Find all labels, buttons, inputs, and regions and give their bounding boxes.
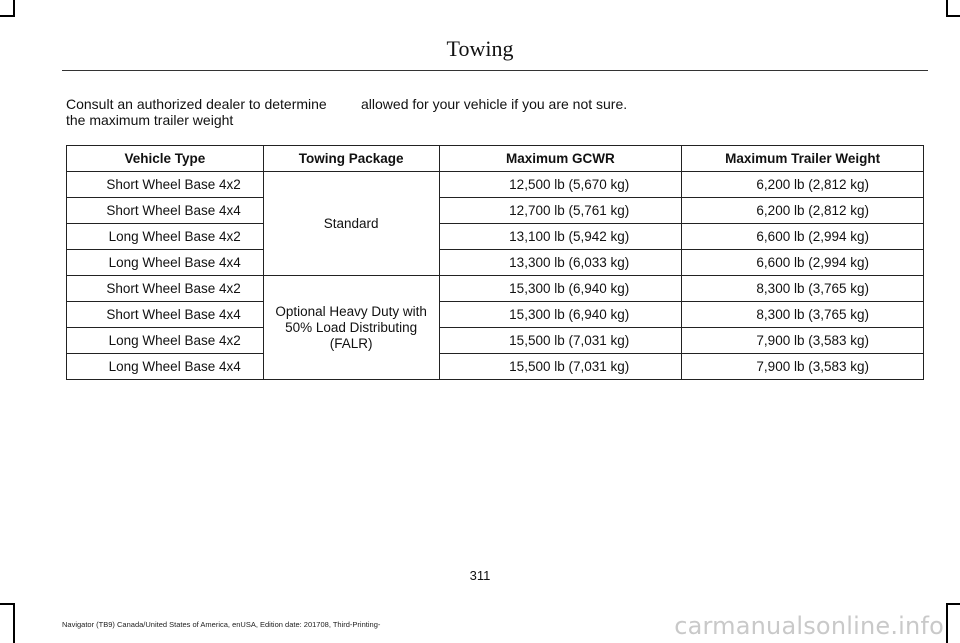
watermark: carmanualsonline.info <box>674 612 944 640</box>
crop-mark <box>0 603 15 605</box>
gcwr-cell: 15,500 lb (7,031 kg) <box>439 328 682 354</box>
table-row <box>67 250 924 276</box>
crop-mark <box>946 0 948 15</box>
section-title: Towing <box>446 36 514 61</box>
table-row <box>67 302 924 328</box>
vehicle-type-cell: Long Wheel Base 4x4 <box>67 250 264 276</box>
table-row <box>67 354 924 380</box>
column-header: Vehicle Type <box>67 146 264 172</box>
trailer-weight-cell: 8,300 lb (3,765 kg) <box>682 302 924 328</box>
gcwr-cell: 13,300 lb (6,033 kg) <box>439 250 682 276</box>
trailer-weight-cell: 7,900 lb (3,583 kg) <box>682 328 924 354</box>
gcwr-cell: 12,700 lb (5,761 kg) <box>439 198 682 224</box>
trailer-weight-cell: 8,300 lb (3,765 kg) <box>682 276 924 302</box>
intro-text-left: Consult an authorized dealer to determine the maximum trailer weight <box>66 96 327 128</box>
towing-package-cell: Standard <box>263 172 439 276</box>
vehicle-type-cell: Short Wheel Base 4x2 <box>67 172 264 198</box>
trailer-weight-cell: 7,900 lb (3,583 kg) <box>682 354 924 380</box>
vehicle-type-cell: Short Wheel Base 4x4 <box>67 302 264 328</box>
table-row <box>67 328 924 354</box>
crop-mark <box>946 15 960 17</box>
header-divider <box>62 70 928 71</box>
page-number: 311 <box>469 568 491 583</box>
towing-table <box>66 145 924 380</box>
table-header-row <box>67 146 924 172</box>
trailer-weight-cell: 6,600 lb (2,994 kg) <box>682 250 924 276</box>
column-header: Maximum GCWR <box>439 146 682 172</box>
table-row <box>67 198 924 224</box>
gcwr-cell: 15,300 lb (6,940 kg) <box>439 302 682 328</box>
crop-mark <box>13 603 15 643</box>
gcwr-cell: 13,100 lb (5,942 kg) <box>439 224 682 250</box>
gcwr-cell: 12,500 lb (5,670 kg) <box>439 172 682 198</box>
vehicle-type-cell: Short Wheel Base 4x2 <box>67 276 264 302</box>
vehicle-type-cell: Long Wheel Base 4x2 <box>67 328 264 354</box>
trailer-weight-cell: 6,600 lb (2,994 kg) <box>682 224 924 250</box>
crop-mark <box>13 0 15 15</box>
vehicle-type-cell: Long Wheel Base 4x4 <box>67 354 264 380</box>
crop-mark <box>946 603 948 643</box>
trailer-weight-cell: 6,200 lb (2,812 kg) <box>682 198 924 224</box>
towing-package-cell: Optional Heavy Duty with 50% Load Distributing (FALR) <box>263 276 439 380</box>
intro-text-right: allowed for your vehicle if you are not sure. <box>361 96 628 112</box>
footer-edition-note: Navigator (TB9) Canada/United States of America, enUSA, Edition date: 201708, Third-Printing- <box>62 620 381 629</box>
table-row <box>67 224 924 250</box>
table-row <box>67 172 924 198</box>
trailer-weight-cell: 6,200 lb (2,812 kg) <box>682 172 924 198</box>
gcwr-cell: 15,500 lb (7,031 kg) <box>439 354 682 380</box>
vehicle-type-cell: Short Wheel Base 4x4 <box>67 198 264 224</box>
crop-mark <box>946 603 960 605</box>
vehicle-type-cell: Long Wheel Base 4x2 <box>67 224 264 250</box>
crop-mark <box>0 15 15 17</box>
column-header: Towing Package <box>263 146 439 172</box>
table-row <box>67 276 924 302</box>
column-header: Maximum Trailer Weight <box>682 146 924 172</box>
gcwr-cell: 15,300 lb (6,940 kg) <box>439 276 682 302</box>
